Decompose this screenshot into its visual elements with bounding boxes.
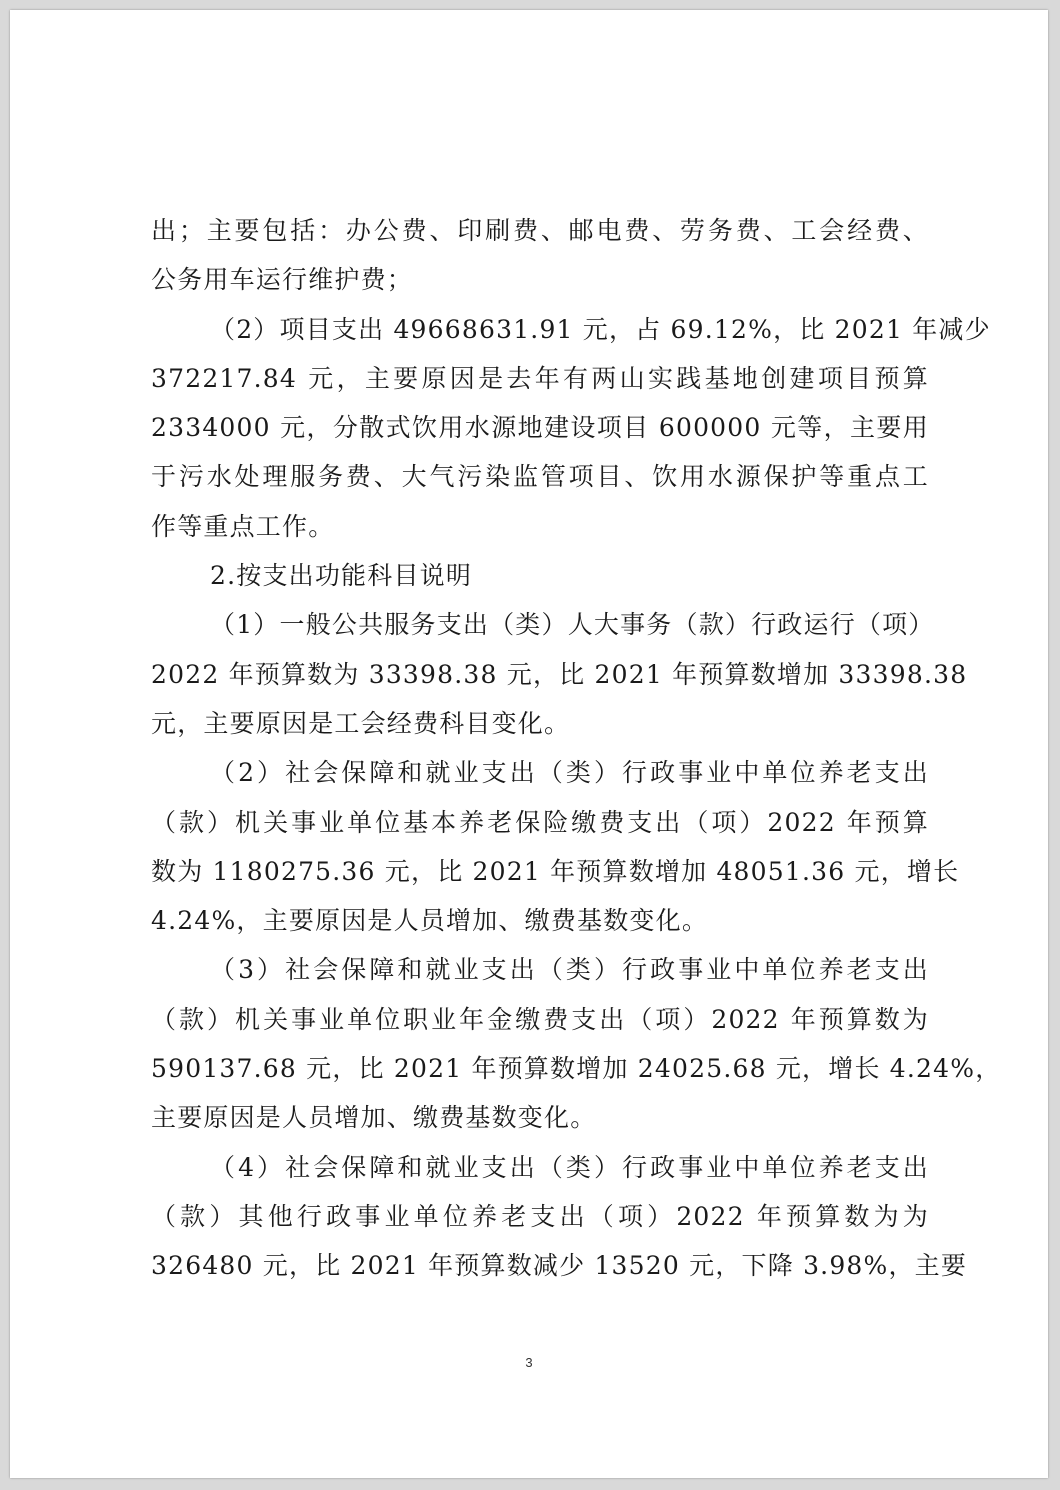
text-line: 2334000 元，分散式饮用水源地建设项目 600000 元等，主要用 xyxy=(151,413,929,443)
text-line: （款）机关事业单位职业年金缴费支出（项）2022 年预算数为 xyxy=(151,1004,929,1034)
text-line: 4.24%，主要原因是人员增加、缴费基数变化。 xyxy=(151,906,709,936)
text-line: （1）一般公共服务支出（类）人大事务（款）行政运行（项） xyxy=(210,610,935,640)
text-line: 作等重点工作。 xyxy=(151,511,335,541)
text-line: 出；主要包括：办公费、印刷费、邮电费、劳务费、工会经费、 xyxy=(151,216,929,245)
text-line: 326480 元，比 2021 年预算数减少 13520 元，下降 3.98%，主要 xyxy=(151,1251,968,1281)
document-page xyxy=(10,10,1048,1478)
text-line: （2）项目支出 49668631.91 元，占 69.12%，比 2021 年减少 xyxy=(210,314,991,344)
text-line: （3）社会保障和就业支出（类）行政事业中单位养老支出 xyxy=(210,955,929,985)
page-number: 3 xyxy=(525,1355,533,1370)
text-line: 于污水处理服务费、大气污染监管项目、饮用水源保护等重点工 xyxy=(151,462,929,492)
text-line: （款）其他行政事业单位养老支出（项）2022 年预算数为为 xyxy=(151,1201,929,1231)
text-line: （2）社会保障和就业支出（类）行政事业中单位养老支出 xyxy=(210,758,929,788)
text-line: 公务用车运行维护费； xyxy=(151,265,414,295)
text-line: 元，主要原因是工会经费科目变化。 xyxy=(151,708,571,738)
text-line: 590137.68 元，比 2021 年预算数增加 24025.68 元，增长 4.24%， xyxy=(151,1054,1002,1084)
text-line: 数为 1180275.36 元，比 2021 年预算数增加 48051.36 元，增长 xyxy=(151,856,960,886)
text-line: 2022 年预算数为 33398.38 元，比 2021 年预算数增加 33398.38 xyxy=(151,659,968,689)
text-line: （4）社会保障和就业支出（类）行政事业中单位养老支出 xyxy=(210,1152,929,1182)
text-line: （款）机关事业单位基本养老保险缴费支出（项）2022 年预算 xyxy=(151,807,929,837)
section-heading: 2.按支出功能科目说明 xyxy=(210,561,473,591)
text-line: 372217.84 元，主要原因是去年有两山实践基地创建项目预算 xyxy=(151,363,929,393)
text-line: 主要原因是人员增加、缴费基数变化。 xyxy=(151,1103,597,1133)
body-text xyxy=(151,206,1002,1291)
